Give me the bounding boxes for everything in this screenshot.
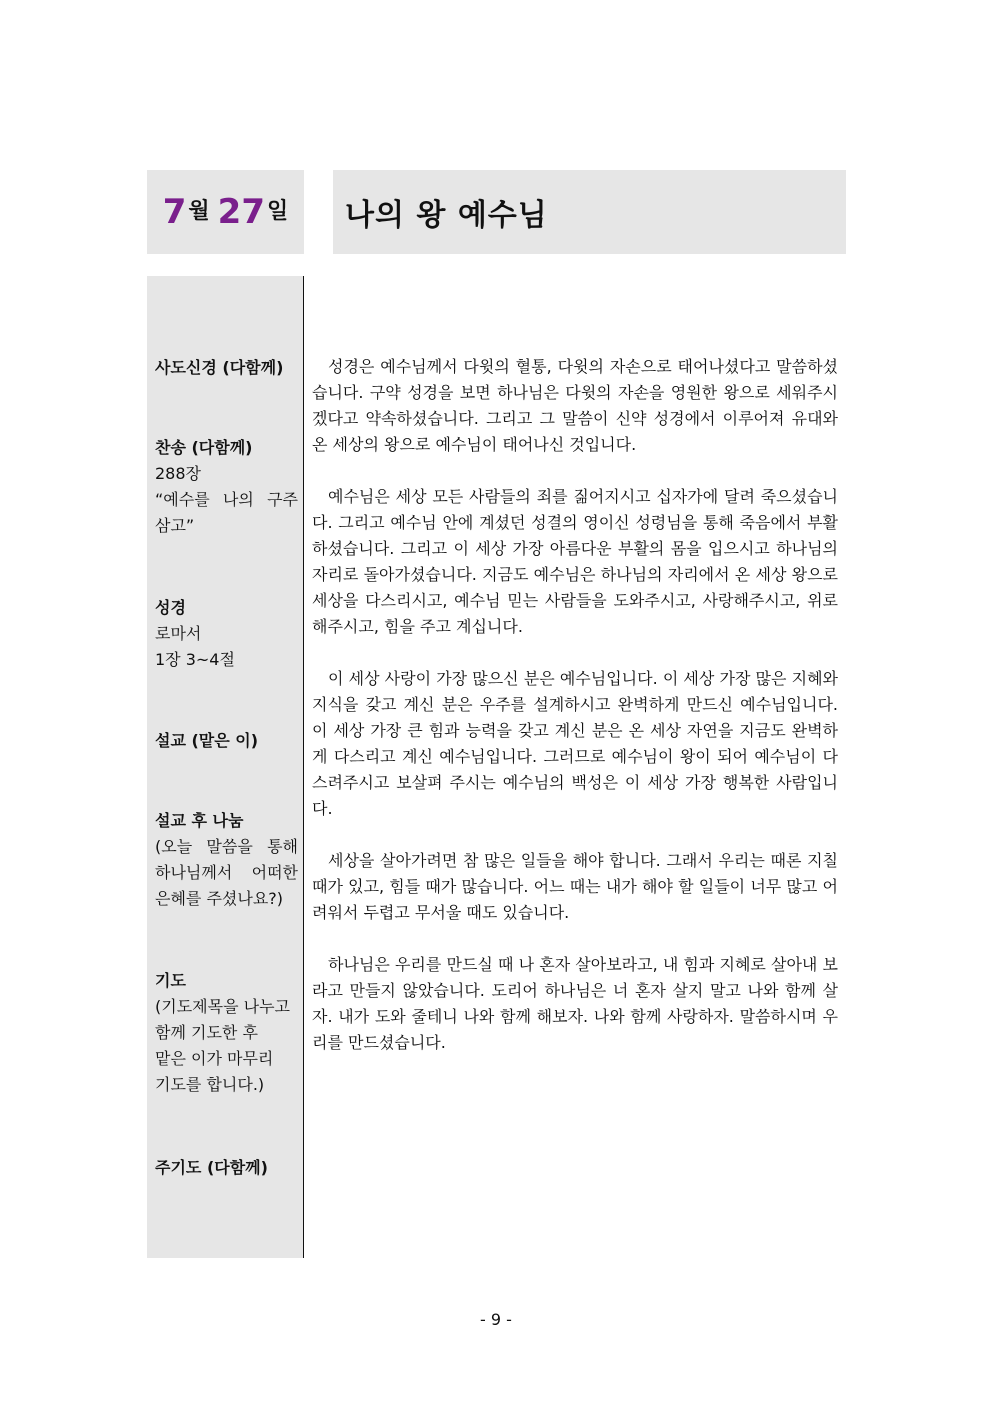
- lords-prayer-heading: 주기도 (다함께): [155, 1158, 268, 1177]
- page-title: 나의 왕 예수님: [345, 198, 548, 233]
- body-paragraph: 하나님은 우리를 만드실 때 나 혼자 살아보라고, 내 힘과 지혜로 살아내 보라고 만들지 않았습니다. 도리어 하나님은 너 혼자 살지 말고 나와 함께 살자. 내가 도와 줄테니 나와 함께 해보자. 나와 함께 사랑하자. 말씀하시며 우리를 만드셨습니다.: [312, 955, 838, 1052]
- hymn-title: “예수를 나의 구주 삼고”: [155, 490, 298, 535]
- sidebar-sharing: [155, 808, 298, 912]
- date-month: 7: [162, 192, 187, 232]
- prayer-heading: 기도: [155, 971, 186, 990]
- column-divider: [303, 276, 304, 1258]
- date-day-unit: 일: [267, 199, 289, 224]
- sermon-heading: 설교 (맡은 이): [155, 731, 259, 750]
- body-paragraph: 세상을 살아가려면 참 많은 일들을 해야 합니다. 그래서 우리는 때론 지칠 때가 있고, 힘들 때가 많습니다. 어느 때는 내가 해야 할 일들이 너무 많고 어려워서 두렵고 무서울 때도 있습니다.: [312, 851, 838, 922]
- sharing-detail: (오늘 말씀을 통해 하나님께서 어떠한 은혜를 주셨나요?): [155, 837, 298, 908]
- date-day: 27: [217, 192, 265, 232]
- body-paragraph: 성경은 예수님께서 다윗의 혈통, 다윗의 자손으로 태어나셨다고 말씀하셨습니다. 구약 성경을 보면 하나님은 다윗의 자손을 영원한 왕으로 세워주시겠다고 약속하셨습니다. 그리고 그 말씀이 신약 성경에서 이루어져 유대와 온 세상의 왕으로 예수님이 태어나신 것입니다.: [312, 357, 838, 454]
- creed-heading: 사도신경 (다함께): [155, 358, 284, 377]
- scripture-book: 로마서: [155, 624, 202, 643]
- body-paragraph: 예수님은 세상 모든 사람들의 죄를 짊어지시고 십자가에 달려 죽으셨습니다. 그리고 예수님 안에 계셨던 성결의 영이신 성령님을 통해 죽음에서 부활하셨습니다. 그리고 이 세상 가장 아름다운 부활의 몸을 입으시고 하나님의 자리로 돌아가셨습니다. 지금도 예수님은 하나님의 자리에서 온 세상 왕으로 세상을 다스리시고, 예수님 믿는 사람들을 도와주시고, 사랑해주시고, 위로해주시고, 힘을 주고 계십니다.: [312, 487, 838, 636]
- scripture-reference: 1장 3~4절: [155, 650, 235, 669]
- scripture-heading: 성경: [155, 598, 186, 617]
- hymn-heading: 찬송 (다함께): [155, 438, 253, 457]
- page-number: - 9 -: [480, 1310, 512, 1329]
- hymn-number: 288장: [155, 464, 201, 483]
- date-box: [147, 170, 304, 254]
- sidebar-prayer: [155, 968, 298, 1098]
- sidebar-lords-prayer: [155, 1155, 298, 1181]
- sidebar-hymn: [155, 435, 298, 539]
- order-of-worship-sidebar: [147, 276, 303, 1258]
- body-paragraph: 이 세상 사랑이 가장 많으신 분은 예수님입니다. 이 세상 가장 많은 지혜와 지식을 갖고 계신 분은 우주를 설계하시고 완벽하게 만드신 예수님입니다. 이 세상 가장 큰 힘과 능력을 갖고 계신 분은 온 세상 자연을 지금도 완벽하게 다스리고 계신 예수님입니다. 그러므로 예수님이 왕이 되어 예수님이 다스려주시고 보살펴 주시는 예수님의 백성은 이 세상 가장 행복한 사람입니다.: [312, 669, 838, 818]
- sharing-heading: 설교 후 나눔: [155, 811, 244, 830]
- prayer-detail-line-1: (기도제목을 나누고: [155, 997, 290, 1016]
- title-box: [333, 170, 846, 254]
- prayer-detail-line-3: 맡은 이가 마무리: [155, 1049, 274, 1068]
- date-month-unit: 월: [188, 199, 210, 224]
- sidebar-sermon: [155, 728, 298, 754]
- prayer-detail-line-2: 함께 기도한 후: [155, 1023, 258, 1042]
- devotional-body: [312, 354, 838, 1082]
- prayer-detail-line-4: 기도를 합니다.): [155, 1075, 265, 1094]
- sidebar-creed: [155, 355, 298, 381]
- sidebar-scripture: [155, 595, 298, 673]
